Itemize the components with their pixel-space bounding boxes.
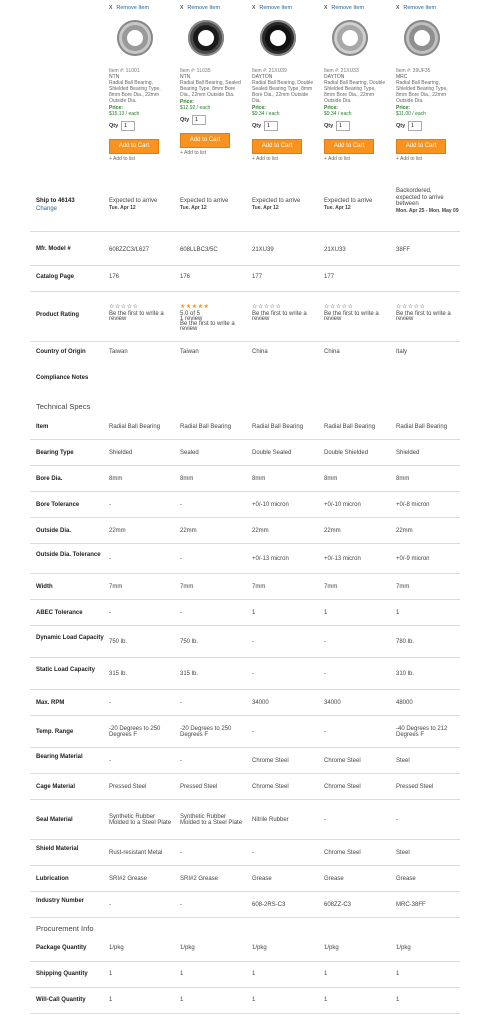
spec-row — [30, 600, 460, 626]
delivery-date: Tue. Apr 12 — [109, 205, 136, 211]
product-meta — [396, 68, 460, 117]
catalog-page-link[interactable]: 177 — [324, 274, 335, 280]
procurement-row — [30, 936, 460, 962]
bearing-bore — [414, 30, 430, 46]
spec-value: Nitrile Rubber — [252, 816, 289, 823]
bearing-bore — [270, 30, 286, 46]
bearing-image — [332, 20, 368, 56]
procurement-value: 1 — [324, 997, 328, 1003]
write-review-link[interactable]: Be the first to write a — [396, 311, 451, 317]
delivery-estimate: Expected to arrive — [180, 198, 229, 204]
remove-item-label[interactable]: Remove Item — [187, 5, 221, 11]
product-image[interactable] — [258, 14, 298, 64]
spec-row — [30, 716, 460, 748]
qty-row — [324, 121, 388, 131]
spec-value: - — [180, 699, 182, 706]
spec-value: -20 Degrees to 250 Degrees F — [109, 725, 161, 738]
spec-value: 22mm — [324, 527, 341, 534]
spec-value: 7mm — [180, 583, 194, 590]
procurement-value: 1/pkg — [324, 945, 339, 951]
procurement-value: 1 — [109, 971, 113, 977]
spec-row — [30, 466, 460, 492]
spec-value: Radial Ball Bearing — [396, 423, 448, 430]
spec-value: Synthetic Rubber Molded to a Steel Plate — [109, 813, 172, 826]
row-label: Will-Call Quantity — [36, 997, 86, 1003]
spec-row — [30, 492, 460, 518]
bearing-bore — [198, 30, 214, 46]
row-label: Lubrication — [36, 875, 69, 882]
product-column — [180, 4, 244, 156]
add-to-cart-button[interactable]: Add to Cart — [324, 139, 374, 154]
spec-value: 780 lb. — [396, 638, 415, 645]
rating-stars: ☆☆☆☆☆ — [109, 304, 139, 310]
spec-value: - — [252, 638, 254, 645]
spec-value: - — [252, 849, 254, 856]
product-rating-row — [30, 292, 460, 342]
brand: DAYTON — [324, 74, 345, 80]
mfr-model-row — [30, 236, 460, 266]
spec-row — [30, 658, 460, 690]
spec-value: - — [324, 728, 326, 735]
mfr-model-value: 608ZZC3/L627 — [109, 247, 150, 253]
procurement-value: 1 — [109, 997, 113, 1003]
row-label: Mfr. Model # — [36, 246, 71, 252]
spec-value: - — [324, 670, 326, 677]
remove-item-label[interactable]: Remove Item — [403, 5, 437, 11]
price-value: $12.92 / each — [180, 105, 211, 111]
remove-item-link[interactable] — [396, 4, 460, 12]
qty-row — [396, 121, 460, 131]
spec-value: +0/-8 micron — [396, 501, 430, 508]
procurement-info-title: Procurement Info — [36, 924, 94, 933]
write-review-link-cont: review — [252, 316, 270, 322]
spec-value: Grease — [252, 875, 272, 882]
qty-label: Qty — [180, 117, 190, 123]
spec-value: Synthetic Rubber Molded to a Steel Plate — [180, 813, 243, 826]
origin-value: China — [252, 349, 268, 355]
procurement-value: 1 — [180, 971, 184, 977]
ship-to-row — [30, 184, 460, 232]
procurement-value: 1/pkg — [252, 945, 267, 951]
row-label: Shield Material — [36, 846, 79, 852]
spec-value: - — [180, 555, 182, 562]
row-label: Catalog Page — [36, 274, 75, 280]
mfr-model-value: 38FF — [396, 247, 411, 253]
product-description[interactable]: Radial Ball Bearing, Shielded Bearing Type, 8mm Bore Dia., 22mm Outside Dia. — [109, 80, 161, 104]
spec-value: Sealed — [180, 449, 199, 456]
technical-specs-title: Technical Specs — [36, 402, 91, 411]
write-review-link[interactable]: Be the first to write a — [180, 321, 235, 327]
procurement-row — [30, 988, 460, 1014]
spec-row — [30, 690, 460, 716]
catalog-page-link[interactable]: 177 — [252, 274, 263, 280]
product-image[interactable] — [115, 14, 155, 64]
spec-value: Radial Ball Bearing — [324, 423, 376, 430]
spec-value: Pressed Steel — [109, 783, 147, 790]
row-label: Outside Dia. Tolerance — [36, 552, 101, 558]
spec-value: Pressed Steel — [396, 783, 434, 790]
remove-item-link[interactable] — [252, 4, 316, 12]
spec-value: -20 Degrees to 250 Degrees F — [180, 725, 232, 738]
spec-value: 48000 — [396, 699, 413, 706]
add-to-list-link[interactable]: + Add to list — [396, 156, 422, 162]
price-value: $11.00 / each — [396, 111, 426, 117]
price-label: Price: — [324, 105, 338, 111]
procurement-value: 1/pkg — [180, 945, 195, 951]
spec-value: - — [180, 609, 182, 616]
spec-value: Double Sealed — [252, 449, 292, 456]
spec-value: Chrome Steel — [324, 849, 361, 856]
rating-stars: ★★★★★ — [180, 304, 210, 310]
add-to-list-link[interactable]: + Add to list — [180, 150, 206, 156]
brand: NTN — [180, 74, 191, 80]
product-description[interactable]: Radial Ball Bearing, Double Shielded Bearing Type, 8mm Bore Dia., 22mm Outside Dia. — [324, 80, 386, 104]
price-label: Price: — [109, 105, 123, 111]
write-review-link[interactable]: Be the first to write a — [252, 311, 307, 317]
spec-value: - — [180, 901, 182, 908]
procurement-value: 1 — [252, 971, 256, 977]
row-label: Country of Origin — [36, 349, 86, 355]
remove-item-label[interactable]: Remove Item — [259, 5, 293, 11]
price-value: $9.34 / each — [252, 111, 280, 117]
qty-input[interactable] — [408, 121, 422, 131]
row-label: Outside Dia. — [36, 527, 72, 534]
spec-value: - — [109, 757, 111, 764]
mfr-model-value: 21XU33 — [324, 247, 346, 253]
catalog-page-link[interactable]: 176 — [109, 274, 120, 280]
spec-row — [30, 574, 460, 600]
bearing-image — [404, 20, 440, 56]
brand: DAYTON — [252, 74, 273, 80]
brand: NTN — [109, 74, 120, 80]
spec-value: 8mm — [109, 475, 123, 482]
row-label: Seal Material — [36, 816, 73, 823]
spec-value: +0/-13 micron — [252, 555, 289, 562]
catalog-page-row — [30, 266, 460, 292]
qty-row — [180, 115, 244, 125]
spec-value: Pressed Steel — [180, 783, 218, 790]
spec-value: Radial Ball Bearing — [109, 423, 161, 430]
product-meta — [180, 68, 244, 111]
delivery-date: Mon. Apr 25 - Mon. May 09 — [396, 208, 459, 214]
spec-value: 1 — [252, 609, 256, 616]
spec-value: MRC-38FF — [396, 901, 426, 908]
spec-value: - — [396, 816, 398, 823]
spec-value: 750 lb. — [180, 638, 199, 645]
spec-value: 7mm — [324, 583, 338, 590]
spec-value: - — [180, 757, 182, 764]
row-label: Max. RPM — [36, 699, 65, 706]
spec-value: 7mm — [109, 583, 123, 590]
spec-row — [30, 774, 460, 800]
remove-item-label[interactable]: Remove Item — [116, 5, 150, 11]
spec-row — [30, 866, 460, 892]
row-label: Industry Number — [36, 898, 85, 904]
add-to-cart-button[interactable]: Add to Cart — [109, 139, 159, 154]
write-review-link-cont: review — [324, 316, 342, 322]
row-label: Dynamic Load Capacity — [36, 635, 104, 641]
row-label: Item — [36, 423, 49, 430]
row-label: Width — [36, 583, 53, 590]
write-review-link[interactable]: Be the first to write a — [324, 311, 379, 317]
catalog-page-link[interactable]: 176 — [180, 274, 191, 280]
spec-value: +0/-10 micron — [252, 501, 289, 508]
spec-value: Radial Ball Bearing — [252, 423, 304, 430]
spec-row — [30, 440, 460, 466]
qty-row — [109, 121, 173, 131]
bearing-image — [188, 20, 224, 56]
product-image[interactable] — [402, 14, 442, 64]
spec-value: +0/-9 micron — [396, 555, 430, 562]
origin-value: Italy — [396, 349, 408, 355]
bearing-image — [117, 20, 153, 56]
bearing-image — [260, 20, 296, 56]
spec-value: Grease — [396, 875, 416, 882]
product-description[interactable]: Radial Ball Bearing, Double Sealed Bearing Type, 8mm Bore Dia., 22mm Outside Dia. — [252, 80, 314, 104]
spec-value: 310 lb. — [396, 670, 415, 677]
spec-row — [30, 518, 460, 544]
compliance-notes-row — [30, 370, 460, 390]
country-of-origin-row — [30, 342, 460, 366]
item-number: Item #: 1L001 — [109, 68, 140, 74]
row-label: Bore Dia. — [36, 475, 63, 482]
spec-value: 608-2RS-C3 — [252, 901, 286, 908]
spec-value: 750 lb. — [109, 638, 128, 645]
row-label: Bearing Material — [36, 754, 83, 760]
qty-input[interactable] — [264, 121, 278, 131]
product-image[interactable] — [186, 14, 226, 64]
spec-value: 7mm — [396, 583, 410, 590]
product-meta — [252, 68, 316, 117]
row-label: Product Rating — [36, 312, 79, 318]
spec-value: 7mm — [252, 583, 266, 590]
spec-value: Chrome Steel — [252, 757, 289, 764]
procurement-value: 1/pkg — [109, 945, 124, 951]
spec-value: Chrome Steel — [252, 783, 289, 790]
spec-value: - — [324, 816, 326, 823]
spec-value: 8mm — [396, 475, 410, 482]
qty-label: Qty — [252, 123, 262, 129]
delivery-date: Tue. Apr 12 — [180, 205, 207, 211]
spec-value: - — [180, 501, 182, 508]
row-label: Bore Tolerance — [36, 501, 80, 508]
add-to-cart-button[interactable]: Add to Cart — [180, 133, 230, 148]
write-review-link-cont: review — [396, 316, 414, 322]
spec-value: 22mm — [396, 527, 413, 534]
rating-stars: ☆☆☆☆☆ — [396, 304, 426, 310]
spec-value: 34000 — [324, 699, 341, 706]
product-column — [396, 4, 460, 162]
row-label: Temp. Range — [36, 728, 74, 735]
bearing-bore — [127, 30, 143, 46]
spec-value: +0/-13 micron — [324, 555, 361, 562]
spec-value: - — [252, 670, 254, 677]
spec-value: +0/-10 micron — [324, 501, 361, 508]
spec-value: 608ZZ-C3 — [324, 901, 352, 908]
spec-value: - — [109, 555, 111, 562]
bearing-seal — [409, 25, 435, 51]
row-label: Shipping Quantity — [36, 971, 88, 977]
close-icon[interactable]: X — [396, 5, 400, 11]
spec-value: Chrome Steel — [324, 757, 361, 764]
spec-value: Shielded — [109, 449, 133, 456]
spec-value: Double Shielded — [324, 449, 369, 456]
delivery-estimate: Expected to arrive — [109, 198, 158, 204]
delivery-estimate: Expected to arrive — [252, 198, 301, 204]
spec-row — [30, 748, 460, 774]
spec-value: - — [180, 849, 182, 856]
spec-value: SRI#2 Grease — [109, 875, 148, 882]
item-number: Item #: 1L035 — [180, 68, 211, 74]
spec-value: 34000 — [252, 699, 269, 706]
rating-score: 5.0 of 5 — [180, 311, 201, 317]
item-number: Item #: 39UF35 — [396, 68, 431, 74]
product-column — [324, 4, 388, 162]
qty-input[interactable] — [121, 121, 135, 131]
brand: MRC — [396, 74, 408, 80]
spec-value: 8mm — [324, 475, 338, 482]
write-review-link-cont: review — [180, 326, 198, 332]
procurement-value: 1 — [252, 997, 256, 1003]
spec-value: 8mm — [180, 475, 194, 482]
spec-value: Steel — [396, 757, 410, 764]
price-value: $9.34 / each — [324, 111, 352, 117]
mfr-model-value: 21XU39 — [252, 247, 274, 253]
remove-item-link[interactable] — [109, 4, 173, 12]
qty-label: Qty — [324, 123, 334, 129]
product-image[interactable] — [330, 14, 370, 64]
origin-value: China — [324, 349, 340, 355]
procurement-row — [30, 962, 460, 988]
delivery-estimate: Backordered, expected to arrive between — [396, 188, 444, 207]
row-label: Package Quantity — [36, 945, 87, 951]
product-description[interactable]: Radial Ball Bearing, Shielded Bearing Type, 8mm Bore Dia., 22mm Outside Dia. — [396, 80, 448, 104]
bearing-seal — [193, 25, 219, 51]
rating-stars: ☆☆☆☆☆ — [252, 304, 282, 310]
item-number: Item #: 21XU39 — [252, 68, 287, 74]
remove-item-link[interactable] — [324, 4, 388, 12]
add-to-list-link[interactable]: + Add to list — [324, 156, 350, 162]
add-to-cart-button[interactable]: Add to Cart — [252, 139, 302, 154]
spec-value: 315 lb. — [180, 670, 199, 677]
origin-value: Taiwan — [109, 349, 128, 355]
spec-value: - — [109, 901, 111, 908]
procurement-value: 1/pkg — [396, 945, 411, 951]
close-icon[interactable]: X — [180, 5, 184, 11]
bearing-seal — [265, 25, 291, 51]
spec-value: 22mm — [109, 527, 126, 534]
origin-value: Taiwan — [180, 349, 199, 355]
row-label: Ship to 46143 — [36, 198, 75, 204]
row-label: Compliance Notes — [36, 375, 89, 381]
spec-value: 1 — [324, 609, 328, 616]
product-description[interactable]: Radial Ball Bearing, Sealed Bearing Type, 8mm Bore Dia., 22mm Outside Dia. — [180, 80, 241, 98]
product-column — [109, 4, 173, 162]
qty-input[interactable] — [336, 121, 350, 131]
spec-value: Shielded — [396, 449, 420, 456]
spec-value: Radial Ball Bearing — [180, 423, 232, 430]
spec-value: 22mm — [180, 527, 197, 534]
close-icon[interactable]: X — [109, 5, 113, 11]
mfr-model-value: 608LLBC3/5C — [180, 247, 218, 253]
spec-value: 8mm — [252, 475, 266, 482]
delivery-date: Tue. Apr 12 — [324, 205, 351, 211]
qty-row — [252, 121, 316, 131]
row-label: Cage Material — [36, 783, 76, 790]
qty-input[interactable] — [192, 115, 206, 125]
bearing-seal — [122, 25, 148, 51]
spec-value: SRI#2 Grease — [180, 875, 219, 882]
spec-value: - — [252, 728, 254, 735]
delivery-estimate: Expected to arrive — [324, 198, 373, 204]
add-to-list-link[interactable]: + Add to list — [109, 156, 135, 162]
delivery-date: Tue. Apr 12 — [252, 205, 279, 211]
change-link[interactable]: Change — [36, 206, 58, 212]
spec-value: Grease — [324, 875, 344, 882]
spec-value: -40 Degrees to 212 Degrees F — [396, 725, 448, 738]
price-label: Price: — [180, 99, 194, 105]
qty-label: Qty — [109, 123, 119, 129]
procurement-value: 1 — [396, 997, 400, 1003]
spec-row — [30, 840, 460, 866]
remove-item-link[interactable] — [180, 4, 244, 12]
qty-label: Qty — [396, 123, 406, 129]
bearing-bore — [342, 30, 358, 46]
spec-row — [30, 892, 460, 918]
spec-value: - — [109, 609, 111, 616]
spec-value: - — [324, 638, 326, 645]
spec-value: - — [109, 501, 111, 508]
remove-item-label[interactable]: Remove Item — [331, 5, 365, 11]
spec-row — [30, 800, 460, 840]
spec-value: - — [109, 699, 111, 706]
spec-value: 1 — [396, 609, 400, 616]
procurement-value: 1 — [180, 997, 184, 1003]
spec-value: Chrome Steel — [324, 783, 361, 790]
close-icon[interactable]: X — [324, 5, 328, 11]
spec-row — [30, 544, 460, 574]
spec-value: Rust-resistant Metal — [109, 849, 163, 856]
row-label: Static Load Capacity — [36, 667, 96, 673]
write-review-link-cont: review — [109, 316, 127, 322]
spec-value: 22mm — [252, 527, 269, 534]
price-label: Price: — [252, 105, 266, 111]
product-meta — [324, 68, 388, 117]
spec-row — [30, 414, 460, 440]
price-label: Price: — [396, 105, 410, 111]
add-to-list-link[interactable]: + Add to list — [252, 156, 278, 162]
rating-stars: ☆☆☆☆☆ — [324, 304, 354, 310]
review-count: 1 review — [180, 316, 203, 322]
product-column — [252, 4, 316, 162]
product-meta — [109, 68, 173, 117]
row-label: ABEC Tolerance — [36, 609, 83, 616]
spec-value: Steel — [396, 849, 410, 856]
row-label: Bearing Type — [36, 449, 74, 456]
procurement-value: 1 — [396, 971, 400, 977]
add-to-cart-button[interactable]: Add to Cart — [396, 139, 446, 154]
close-icon[interactable]: X — [252, 5, 256, 11]
spec-value: 315 lb. — [109, 670, 128, 677]
spec-row — [30, 626, 460, 658]
procurement-value: 1 — [324, 971, 328, 977]
bearing-seal — [337, 25, 363, 51]
item-number: Item #: 21XU33 — [324, 68, 359, 74]
price-value: $15.13 / each — [109, 111, 140, 117]
write-review-link[interactable]: Be the first to write a — [109, 311, 164, 317]
